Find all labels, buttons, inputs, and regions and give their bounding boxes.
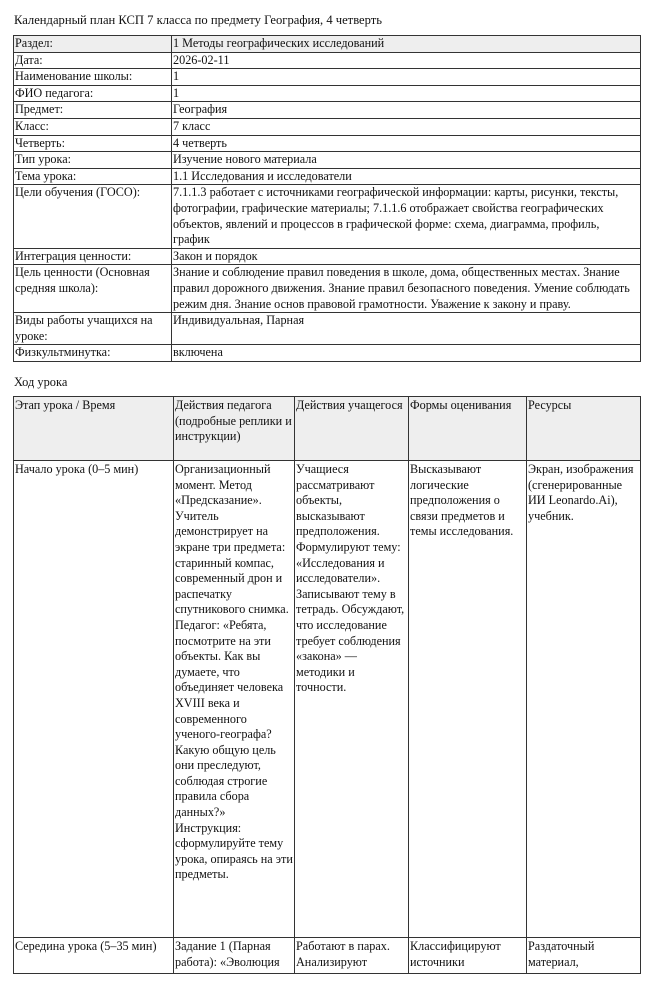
meta-label: Раздел:: [14, 36, 172, 53]
meta-row: [14, 118, 641, 135]
meta-label: Физкультминутка:: [14, 345, 172, 362]
meta-label: Класс:: [14, 118, 172, 135]
meta-value: 1: [172, 85, 641, 102]
student-cell: Работают в парах. Анализируют: [295, 938, 409, 974]
meta-label: Цели обучения (ГОСО):: [14, 185, 172, 248]
meta-value: 1 Методы географических исследований: [172, 36, 641, 53]
meta-label: ФИО педагога:: [14, 85, 172, 102]
meta-value: Знание и соблюдение правил поведения в школе, дома, общественных местах. Знание правил дорожного движения. Знание правил безопасного поведения. Умение соблюдать режим дня. Знание основ правовой грамотности. Уважение к закону и праву.: [172, 265, 641, 313]
meta-label: Наименование школы:: [14, 69, 172, 86]
stage-cell: Начало урока (0–5 мин): [14, 461, 174, 938]
header-stage: Этап урока / Время: [14, 397, 174, 461]
meta-value: включена: [172, 345, 641, 362]
meta-label: Виды работы учащихся на уроке:: [14, 313, 172, 345]
header-assessment: Формы оценивания: [409, 397, 527, 461]
meta-value: Изучение нового материала: [172, 152, 641, 169]
meta-value: 7.1.1.3 работает с источниками географической информации: карты, рисунки, тексты, фотографии, графические материалы; 7.1.1.6 отображает свойства географических объектов, явлений и процессов в графической форме: схема, диаграмма, профиль, график: [172, 185, 641, 248]
meta-label: Цель ценности (Основная средняя школа):: [14, 265, 172, 313]
resources-cell: Раздаточный материал,: [527, 938, 641, 974]
header-resources: Ресурсы: [527, 397, 641, 461]
meta-label: Четверть:: [14, 135, 172, 152]
meta-value: 1.1 Исследования и исследователи: [172, 168, 641, 185]
plan-row: [14, 938, 641, 974]
meta-row: [14, 69, 641, 86]
meta-value: География: [172, 102, 641, 119]
meta-row: [14, 168, 641, 185]
lesson-info-table: [13, 35, 641, 362]
meta-row: [14, 185, 641, 248]
meta-label: Тип урока:: [14, 152, 172, 169]
meta-value: 4 четверть: [172, 135, 641, 152]
stage-cell: Середина урока (5–35 мин): [14, 938, 174, 974]
meta-label: Предмет:: [14, 102, 172, 119]
header-student-actions: Действия учащегося: [295, 397, 409, 461]
meta-value: 1: [172, 69, 641, 86]
student-cell: Учащиеся рассматривают объекты, высказывают предположения. Формулируют тему: «Исследования и исследователи». Записывают тему в тетрадь. Обсуждают, что исследование требует соблюдения «закона» — методики и точности.: [295, 461, 409, 938]
header-teacher-actions: Действия педагога (подробные реплики и инструкции): [174, 397, 295, 461]
meta-row: [14, 345, 641, 362]
meta-label: Дата:: [14, 52, 172, 69]
meta-value: 7 класс: [172, 118, 641, 135]
meta-value: Закон и порядок: [172, 248, 641, 265]
meta-value: Индивидуальная, Парная: [172, 313, 641, 345]
lesson-plan-table: [13, 396, 641, 974]
assessment-cell: Классифицируют источники: [409, 938, 527, 974]
meta-row: [14, 36, 641, 53]
plan-row: [14, 461, 641, 938]
meta-row: [14, 52, 641, 69]
meta-row: [14, 152, 641, 169]
plan-header-row: [14, 397, 641, 461]
resources-cell: Экран, изображения (сгенерированные ИИ Leonardo.Ai), учебник.: [527, 461, 641, 938]
document-title: Календарный план КСП 7 класса по предмету География, 4 четверть: [14, 13, 383, 27]
meta-value: 2026-02-11: [172, 52, 641, 69]
meta-row: [14, 313, 641, 345]
teacher-cell: Задание 1 (Парная работа): «Эволюция: [174, 938, 295, 974]
meta-label: Тема урока:: [14, 168, 172, 185]
assessment-cell: Высказывают логические предположения о связи предметов и темы исследования.: [409, 461, 527, 938]
teacher-cell: Организационный момент. Метод «Предсказание». Учитель демонстрирует на экране три предмета: старинный компас, современный дрон и распечатку спутникового снимка. Педагог: «Ребята, посмотрите на эти объекты. Как вы думаете, что объединяет человека XVIII века и современного ученого-географа? Какую общую цель они преследуют, соблюдая строгие правила сбора данных?» Инструкция: сформулируйте тему урока, опираясь на эти предметы.: [174, 461, 295, 938]
meta-label: Интеграция ценности:: [14, 248, 172, 265]
meta-row: [14, 85, 641, 102]
meta-row: [14, 135, 641, 152]
lesson-flow-heading: Ход урока: [14, 375, 68, 389]
meta-row: [14, 248, 641, 265]
meta-row: [14, 265, 641, 313]
meta-row: [14, 102, 641, 119]
